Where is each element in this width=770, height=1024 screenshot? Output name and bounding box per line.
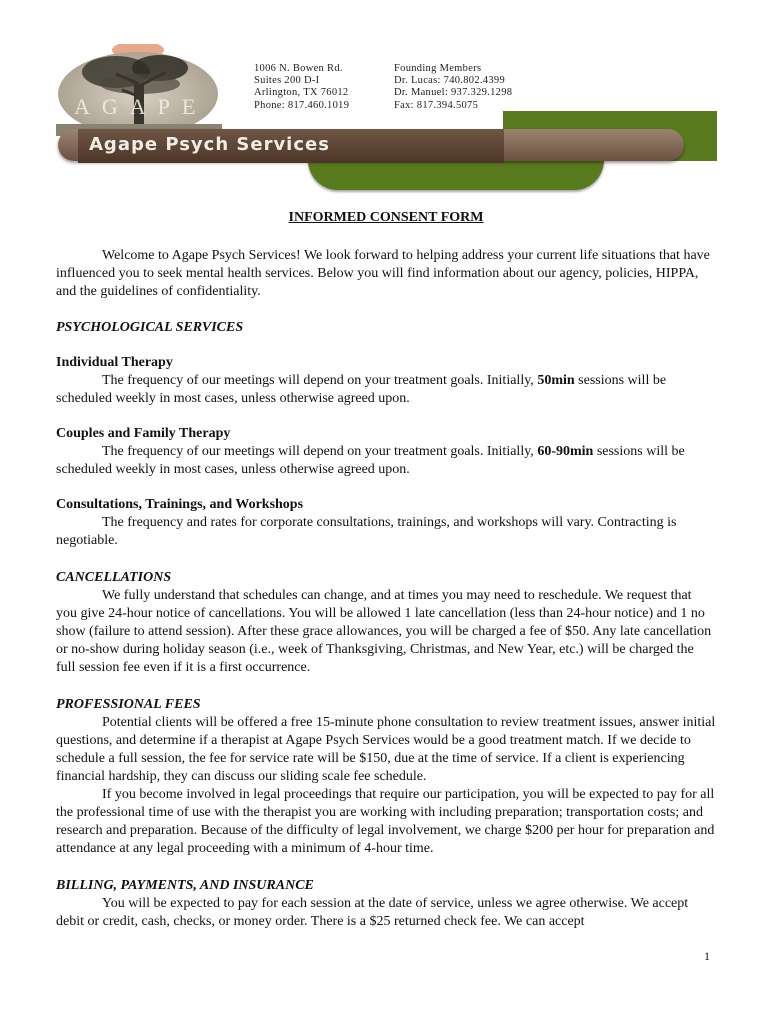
individual-therapy-text	[56, 372, 716, 408]
page-number: 1	[704, 949, 710, 963]
text-run: sessions will be scheduled weekly in most cases, unless otherwise agreed upon.	[56, 444, 685, 477]
consultations-text: The frequency and rates for corporate consultations, trainings, and workshops will vary. Contracting is negotiable.	[56, 515, 677, 548]
address-block	[254, 63, 349, 112]
address-line: Phone: 817.460.1019	[254, 99, 350, 111]
address-line: 1006 N. Bowen Rd.	[254, 63, 343, 74]
text-run: The frequency of our meetings will depend on your treatment goals. Initially,	[102, 444, 538, 459]
text-run: sessions will be scheduled weekly in most cases, unless otherwise agreed upon.	[56, 373, 667, 406]
document-body	[56, 209, 716, 931]
session-length: 60-90min	[537, 444, 594, 459]
section-heading-billing: BILLING, PAYMENTS, AND INSURANCE	[56, 878, 314, 893]
address-line: Arlington, TX 76012	[254, 87, 349, 99]
address-line: Suites 200 D-I	[254, 75, 320, 87]
fees-paragraph-2: If you become involved in legal proceedings that require our participation, you will be expected to pay for all the professional time of use with the therapist you are working with including preparation; transportation costs; and research and preparation. Because of the difficulty of legal involvement, we charge $200 per hour for preparation and attendance at any legal proceeding with a minimum of 4-hour time.	[56, 787, 715, 856]
founders-line: Founding Members	[394, 63, 482, 74]
founders-block	[394, 63, 512, 112]
section-heading-psychological-services: PSYCHOLOGICAL SERVICES	[56, 320, 244, 335]
subheading-consultations: Consultations, Trainings, and Workshops	[56, 497, 304, 512]
form-title: INFORMED CONSENT FORM	[288, 210, 484, 225]
section-heading-professional-fees: PROFESSIONAL FEES	[56, 697, 201, 712]
founders-line: Dr. Lucas: 740.802.4399	[394, 75, 506, 87]
intro-paragraph: Welcome to Agape Psych Services! We look forward to helping address your current life situations that have influenced you to seek mental health services. Below you will find information about our agency, policies, HIPPA, and the guidelines of confidentiality.	[56, 248, 710, 299]
section-heading-cancellations: CANCELLATIONS	[56, 570, 172, 585]
cancellations-text: We fully understand that schedules can change, and at times you may need to reschedule. We request that you give 24-hour notice of cancellations. You will be allowed 1 late cancellation (less than 24-hour notice) and 1 no show (failure to attend session). After these grace allowances, you will be charged a fee of $50. Any late cancellation or no-show during holiday season (i.e., week of Thanksgiving, Christmas, and New Year, etc.) will be charged the full session fee even if it is a first occurrence.	[56, 588, 712, 675]
subheading-couples-therapy: Couples and Family Therapy	[56, 426, 231, 441]
founders-line: Fax: 817.394.5075	[394, 99, 479, 111]
fees-paragraph-1: Potential clients will be offered a free 15-minute phone consultation to review treatment issues, answer initial questions, and determine if a therapist at Agape Psych Services would be a good treatment match. If we decide to schedule a full session, the fee for service rate will be $150, due at the time of service. If a client is experiencing financial hardship, they can discuss our sliding scale fee schedule.	[56, 715, 716, 784]
agape-logo	[56, 44, 222, 136]
text-run: The frequency of our meetings will depend on your treatment goals. Initially,	[102, 373, 538, 388]
session-length: 50min	[537, 373, 575, 388]
subheading-individual-therapy: Individual Therapy	[56, 355, 173, 370]
logo-wordmark: AGAPE	[74, 94, 208, 119]
founders-line: Dr. Manuel: 937.329.1298	[394, 87, 513, 99]
couples-therapy-text	[56, 443, 716, 479]
billing-text: You will be expected to pay for each session at the date of service, unless we agree otherwise. We accept debit or credit, cash, checks, or money order. There is a $25 returned check fee. We can accept	[56, 896, 689, 929]
banner-title: Agape Psych Services	[89, 134, 330, 155]
